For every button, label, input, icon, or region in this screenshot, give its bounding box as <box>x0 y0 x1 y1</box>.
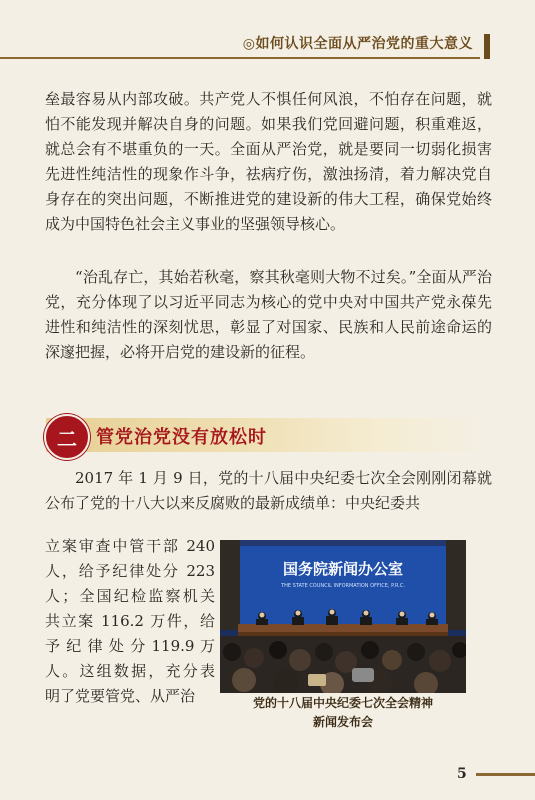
text-line: 立案审查中管干部 240 <box>45 537 215 555</box>
section-number-badge: 二 <box>44 414 90 460</box>
caption-line-1: 党的十八届中央纪委七次全会精神 <box>252 696 433 710</box>
section-title: 管党治党没有放松时 <box>96 427 267 448</box>
paragraph-2: “治乱存亡，其始若秋毫，察其秋毫则大物不过矣。”全面从严治党，充分体现了以习近平同志为核心的党中央对中国共产党永葆先进性和纯洁性的深刻忧思，彰显了对国家、民族和人民前途命运的深邃把握，必将开启党的建设新的征程。 <box>45 268 492 361</box>
press-conference-photo <box>220 540 466 693</box>
paragraph-3: 2017 年 1 月 9 日，党的十八届中央纪委七次全会刚刚闭幕就公布了党的十八大以来反腐败的最新成绩单：中央纪委共 <box>45 469 492 512</box>
footer-rule <box>476 773 535 776</box>
page-number: 5 <box>457 766 467 782</box>
header-rule <box>0 57 480 59</box>
text-line: 明了党要管党、从严治 <box>45 687 196 705</box>
text-line: 予 纪 律 处 分 119.9 万 <box>45 637 215 655</box>
text-line: 共立案 116.2 万件，给 <box>45 612 215 630</box>
running-header-title: ◎如何认识全面从严治党的重大意义 <box>242 36 473 52</box>
photo-caption <box>220 694 466 732</box>
paragraph-1: 垒最容易从内部攻破。共产党人不惧任何风浪，不怕存在问题，就怕不能发现并解决自身的问题。如果我们党回避问题，积重难返，就总会有不堪重负的一天。全面从严治党，就是要同一切弱化损害先进性纯洁性的现象作斗争，祛病疗伤，激浊扬清，着力解决党自身存在的突出问题，不断推进党的建设新的伟大工程，确保党始终成为中国特色社会主义事业的坚强领导核心。 <box>45 90 492 233</box>
wrapped-text-column <box>45 534 215 709</box>
backdrop-title: 国务院新闻办公室 <box>282 560 404 578</box>
text-line: 人；全国纪检监察机关 <box>45 587 215 605</box>
text-line: 人。这组数据，充分表 <box>45 662 215 680</box>
caption-line-2: 新闻发布会 <box>312 715 373 729</box>
text-line: 人，给予纪律处分 223 <box>45 562 215 580</box>
backdrop-subtitle: THE STATE COUNCIL INFORMATION OFFICE, P.R.C. <box>281 583 405 589</box>
header-bar <box>484 34 490 59</box>
